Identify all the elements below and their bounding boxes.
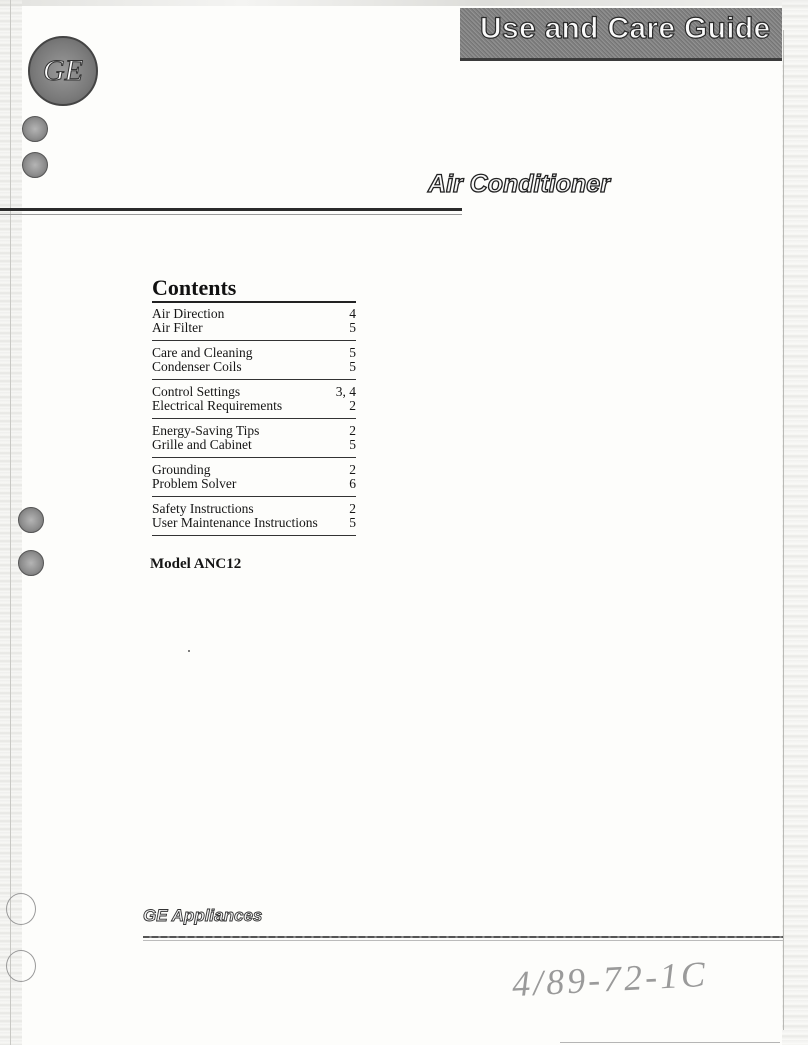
toc-page: 3, 4 [335, 384, 356, 399]
punch-hole-icon [22, 116, 48, 142]
toc-row [152, 516, 356, 530]
brand-footer: GE Appliances [143, 906, 263, 925]
toc-row [152, 463, 356, 477]
toc-label: Condenser Coils [152, 359, 242, 374]
product-title: Air Conditioner [428, 170, 610, 198]
toc-label: Control Settings [152, 384, 241, 399]
scan-top-edge [0, 0, 808, 6]
scan-left-edge-line [10, 0, 11, 1045]
toc-label: Grounding [152, 462, 211, 477]
toc-row [152, 399, 356, 413]
punch-hole-icon [18, 550, 44, 576]
toc-row [152, 424, 356, 438]
toc-label: Grille and Cabinet [152, 437, 252, 452]
toc-page: 5 [349, 359, 356, 374]
toc-row [152, 502, 356, 516]
banner-title: Use and Care Guide [480, 12, 771, 45]
toc-row [152, 321, 356, 335]
punch-hole-icon [22, 152, 48, 178]
toc-group [152, 343, 356, 380]
ge-logo-text: GE [43, 54, 83, 87]
toc-label: Care and Cleaning [152, 345, 253, 360]
handwritten-note: 4/89-72-1C [511, 953, 709, 1005]
toc-label: Problem Solver [152, 476, 237, 491]
toc-page: 4 [349, 306, 356, 321]
scan-speck [188, 650, 190, 652]
toc-page: 5 [349, 345, 356, 360]
toc-label: Air Filter [152, 320, 203, 335]
punch-hole-outline-icon [6, 950, 36, 982]
toc-row [152, 360, 356, 374]
punch-hole-outline-icon [6, 893, 36, 925]
toc-label: Safety Instructions [152, 501, 254, 516]
toc-page: 2 [349, 423, 356, 438]
toc-page: 6 [349, 476, 356, 491]
toc-row [152, 477, 356, 491]
table-of-contents [152, 304, 356, 538]
title-rule-light [0, 214, 462, 215]
toc-group [152, 304, 356, 341]
toc-row [152, 438, 356, 452]
model-number: Model ANC12 [150, 556, 242, 572]
toc-page: 5 [349, 437, 356, 452]
contents-heading: Contents [152, 275, 237, 300]
toc-group [152, 421, 356, 458]
toc-page: 2 [349, 462, 356, 477]
punch-hole-icon [18, 507, 44, 533]
scan-right-edge [782, 0, 808, 1045]
toc-label: Energy-Saving Tips [152, 423, 260, 438]
toc-row [152, 346, 356, 360]
contents-top-rule [152, 301, 356, 303]
bottom-scan-line [560, 1042, 780, 1043]
toc-group [152, 499, 356, 536]
toc-page: 2 [349, 398, 356, 413]
toc-label: Air Direction [152, 306, 225, 321]
footer-rule [143, 936, 783, 938]
title-rule [0, 208, 462, 211]
toc-group [152, 460, 356, 497]
toc-row [152, 307, 356, 321]
toc-row [152, 385, 356, 399]
scan-right-edge-line [783, 30, 784, 1030]
toc-group [152, 382, 356, 419]
toc-page: 5 [349, 515, 356, 530]
toc-label: User Maintenance Instructions [152, 515, 318, 530]
toc-label: Electrical Requirements [152, 398, 283, 413]
toc-page: 5 [349, 320, 356, 335]
footer-rule-thin [143, 940, 783, 941]
toc-page: 2 [349, 501, 356, 516]
